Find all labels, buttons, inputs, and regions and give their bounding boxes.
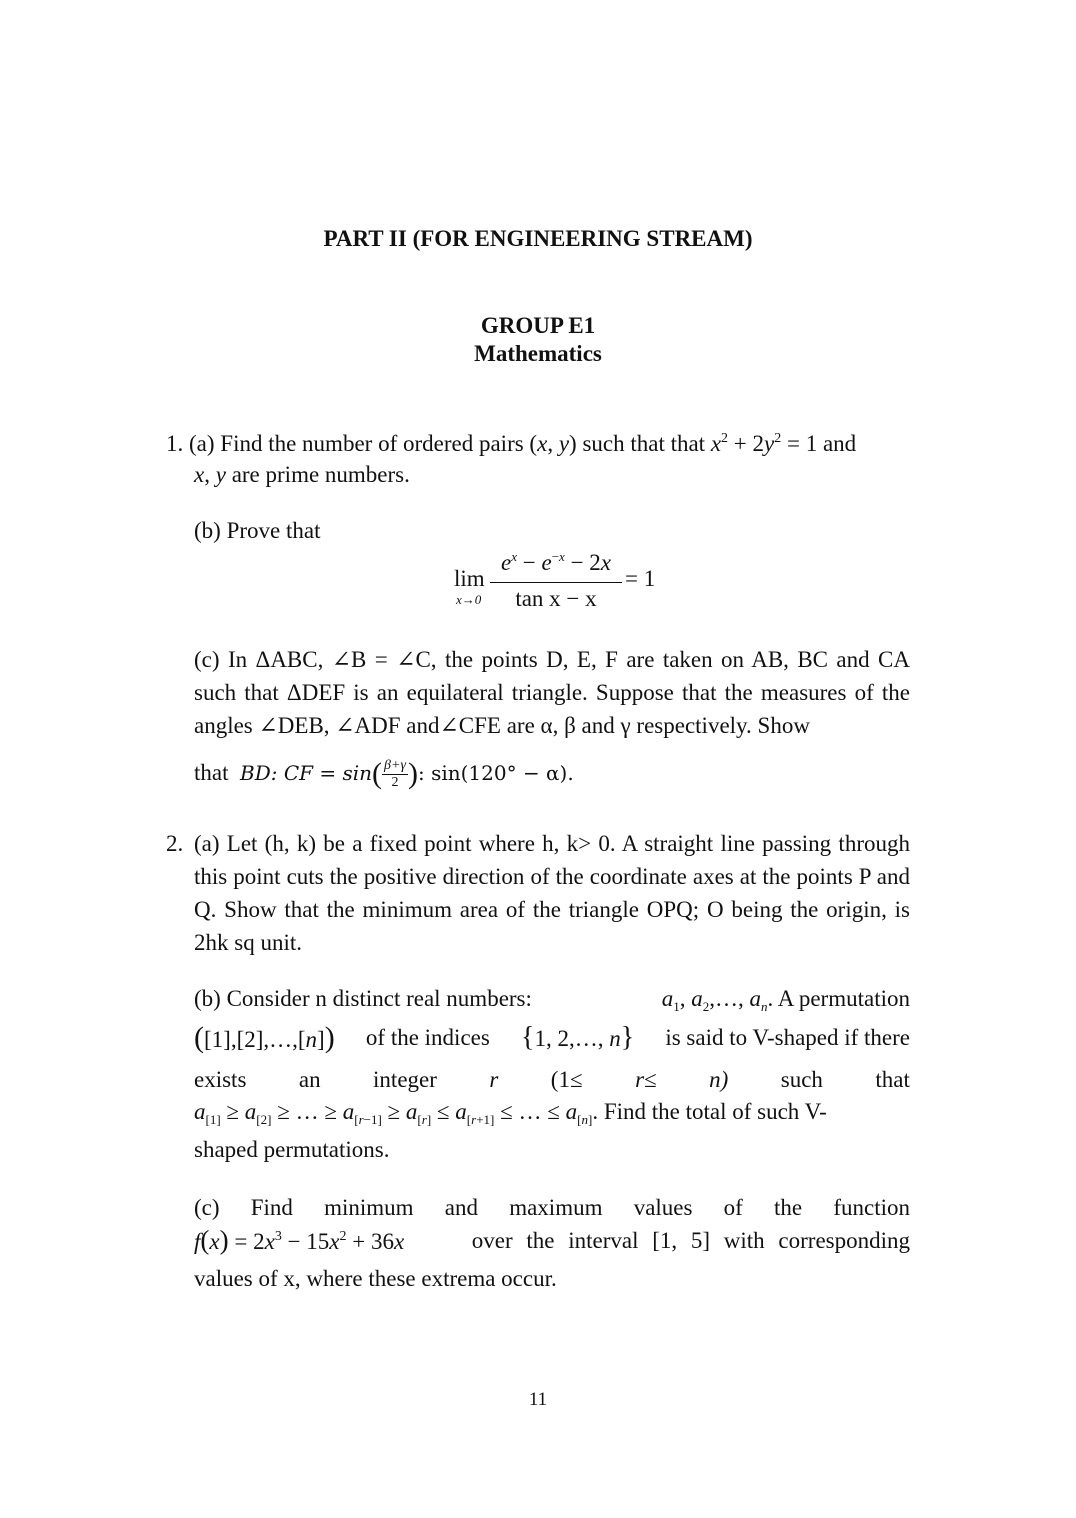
part-title: PART II (FOR ENGINEERING STREAM) xyxy=(323,226,753,251)
word: r xyxy=(489,1067,499,1092)
word: r≤ xyxy=(635,1067,657,1092)
question-text: . Find the total of such V- xyxy=(592,1099,827,1124)
question-2c-line2 xyxy=(194,1224,910,1258)
word: minimum xyxy=(324,1195,414,1220)
open-paren: ( xyxy=(372,757,383,790)
lim-operator: lim xyxy=(454,566,485,591)
angle-fraction-den: 2 xyxy=(382,774,408,791)
ratio-rhs: : sin(120° − α). xyxy=(417,761,574,785)
question-2b-line4 xyxy=(194,1095,910,1128)
index-set: {1, 2,…, n} xyxy=(521,1022,635,1053)
word: exists xyxy=(194,1067,247,1092)
question-number-2: 2. xyxy=(166,831,184,856)
word: values xyxy=(633,1195,693,1220)
page-number: 11 xyxy=(528,1389,548,1410)
word: maximum xyxy=(509,1195,603,1220)
question-2b-line3 xyxy=(194,1063,910,1096)
word: the xyxy=(774,1195,803,1220)
word: and xyxy=(444,1195,478,1220)
angle-fraction xyxy=(382,758,408,791)
question-text: Find the number of ordered pairs ( xyxy=(220,431,538,456)
question-text: = 1 and xyxy=(781,431,857,456)
var-x: x xyxy=(537,431,548,456)
v-shape-inequality: $a_{[1]} \ge a_{[2]}$ ≥ … ≥ $a_{[r-1]} \ge a_{[r]} \le a_{[r+1]}$ ≤ … ≤ $a_{[n]}$ xyxy=(194,1099,593,1127)
ratio-lhs: BD: CF = sin xyxy=(240,761,373,785)
permutation-notation: ([1],[2],…,[n]) xyxy=(194,1021,335,1054)
question-text: (b) Consider n distinct real numbers: xyxy=(194,986,532,1011)
close-paren: ) xyxy=(407,757,418,790)
group-title: GROUP E1 xyxy=(480,313,596,338)
question-2c-line3: values of x, where these extrema occur. xyxy=(194,1266,557,1291)
word: Find xyxy=(250,1195,293,1220)
question-text: over the interval [1, 5] with corresponding xyxy=(471,1228,910,1253)
fraction-denominator: tan x − x xyxy=(515,586,597,611)
part-label: (a) xyxy=(189,431,215,456)
question-text: ) such that that xyxy=(569,431,711,456)
fraction-numerator: $e^x - e^{-x} - 2x$ xyxy=(500,549,612,575)
question-text: In ΔABC, ∠B = ∠C, the points D, E, F are taken on AB, BC and CA such that ΔDEF is an equilateral triangle. Suppose that the measures of the angles ∠DEB, ∠ADF and∠CFE are α, β and γ respectively. Show xyxy=(194,647,911,738)
lim-subscript: x→0 xyxy=(456,592,482,607)
question-text: is said to V-shaped if there xyxy=(665,1025,910,1050)
question-text: are prime numbers. xyxy=(231,462,410,487)
word: integer xyxy=(373,1067,437,1092)
word: (1≤ xyxy=(550,1067,583,1092)
limit-result: = 1 xyxy=(625,566,656,591)
word: function xyxy=(833,1195,910,1220)
word: of xyxy=(723,1195,743,1220)
function-definition: $f(x) = 2x^3 - 15x^2 + 36x$ xyxy=(194,1225,405,1255)
word: such xyxy=(780,1067,823,1092)
question-2b-line1 xyxy=(194,982,910,1015)
limit-equation xyxy=(440,548,680,618)
var-y: y xyxy=(558,431,570,456)
question-1a xyxy=(166,427,856,460)
question-2b-line2 xyxy=(194,1020,910,1058)
word: (c) xyxy=(194,1195,220,1220)
ratio-equation xyxy=(194,748,574,798)
question-text: that xyxy=(194,760,229,785)
fraction-bar xyxy=(490,582,622,583)
question-1b-label: (b) Prove that xyxy=(194,518,321,543)
comma: , xyxy=(547,431,559,456)
angle-fraction-num: β+γ xyxy=(384,758,406,774)
question-2b-line5: shaped permutations. xyxy=(194,1137,390,1162)
question-1c-text xyxy=(194,643,910,742)
equation: $x^2 + 2y^2$ xyxy=(710,431,782,456)
word: that xyxy=(875,1067,910,1092)
question-text: of the indices xyxy=(365,1025,490,1050)
question-2a-text: (a) Let (h, k) be a fixed point where h, k> 0. A straight line passing through this point cuts the positive direction of the coordinate axes at the points P and Q. Show that the minimum area of the triangle OPQ; O being the origin, is 2hk sq unit. xyxy=(194,831,910,955)
question-number: 1. xyxy=(166,431,184,456)
question-2c-line1 xyxy=(194,1191,910,1224)
subject-title: Mathematics xyxy=(474,341,602,366)
word: an xyxy=(298,1067,321,1092)
word: n) xyxy=(709,1067,729,1092)
part-label: (c) xyxy=(194,647,220,672)
sequence-a: $a_1$, $a_2,\dots$, $a_n$. A permutation xyxy=(661,986,910,1014)
question-1a-line2: x, y are prime numbers. xyxy=(194,462,410,487)
